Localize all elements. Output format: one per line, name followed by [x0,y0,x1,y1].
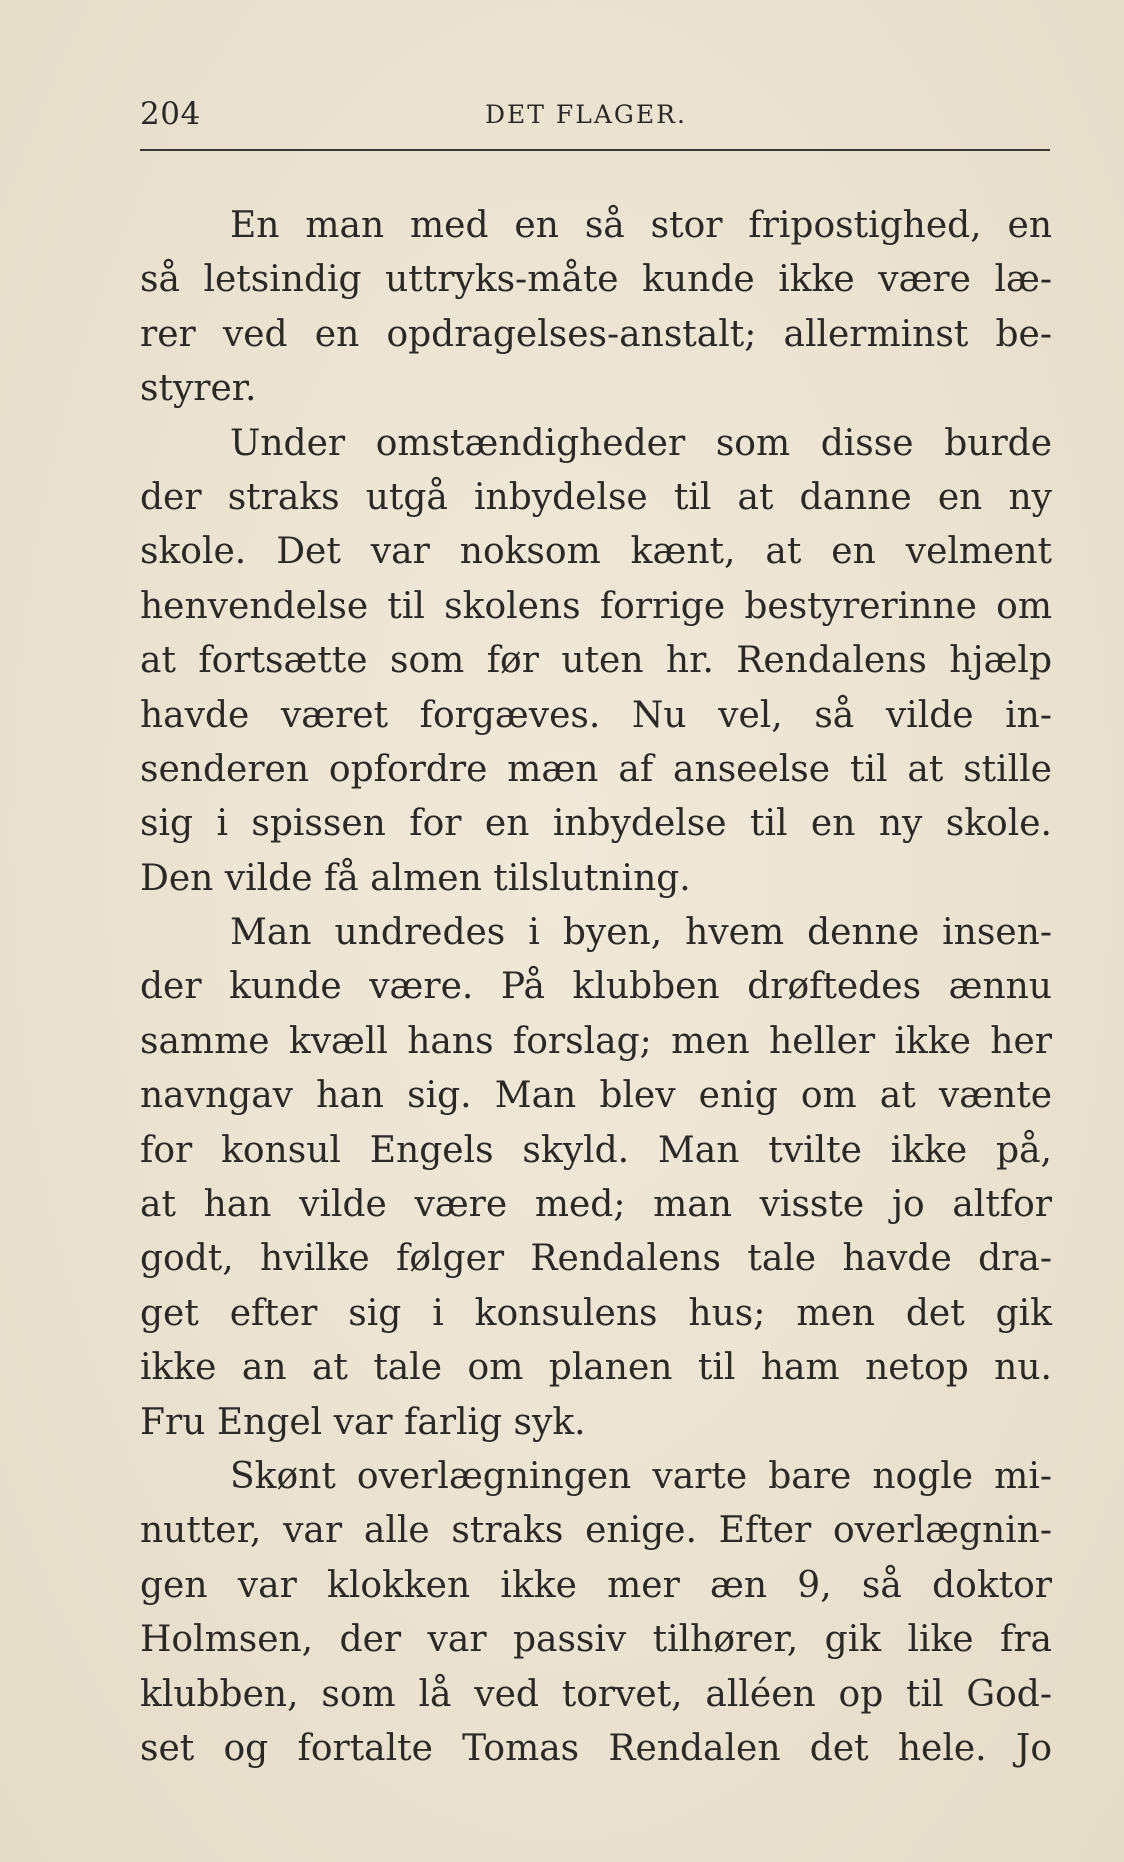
text-line: godt, hvilke følger Rendalens tale havde dra- [140,1238,1052,1280]
text-line: samme kvæll hans forslag; men heller ikke her [140,1020,1052,1062]
text-line: sig i spissen for en inbydelse til en ny skole. [140,803,1052,845]
text-line: En man med en så stor fripostighed, en [230,205,1052,246]
text-line: havde været forgæves. Nu vel, så vilde in- [140,694,1052,736]
running-head [140,96,1050,136]
running-title: DET FLAGER. [485,100,687,129]
text-line: styrer. [140,368,257,410]
text-line: Under omstændigheder som disse burde [230,422,1052,464]
text-line: gen var klokken ikke mer æn 9, så doktor [140,1564,1052,1606]
text-line: senderen opfordre mæn af anseelse til at stille [140,748,1052,790]
text-line: set og fortalte Tomas Rendalen det hele. Jo [140,1727,1052,1769]
header-rule [140,149,1050,151]
text-line: så letsindig uttryks-måte kunde ikke være læ- [140,259,1052,301]
text-line: Holmsen, der var passiv tilhører, gik like fra [140,1619,1052,1661]
text-line: Skønt overlægningen varte bare nogle mi- [230,1455,1052,1497]
text-line: der straks utgå inbydelse til at danne en ny [140,476,1052,518]
text-line: Den vilde få almen tilslutning. [140,857,691,899]
text-line: navngav han sig. Man blev enig om at vænte [140,1075,1052,1117]
text-line: at fortsætte som før uten hr. Rendalens hjælp [140,640,1052,682]
text-line: ikke an at tale om planen til ham netop nu. [140,1347,1052,1389]
text-line: rer ved en opdragelses-anstalt; allerminst be- [140,313,1052,355]
text-line: klubben, som lå ved torvet, alléen op til God- [140,1673,1052,1715]
text-line: henvendelse til skolens forrige bestyrerinne om [140,585,1052,627]
text-line: Fru Engel var farlig syk. [140,1401,586,1443]
text-line: for konsul Engels skyld. Man tvilte ikke på, [140,1129,1052,1171]
body-text [140,199,1052,1776]
text-line: skole. Det var noksom kænt, at en velment [140,531,1052,573]
text-line: der kunde være. På klubben drøftedes ænnu [140,966,1052,1008]
text-line: at han vilde være med; man visste jo altfor [140,1184,1052,1226]
text-line: Man undredes i byen, hvem denne insen- [230,912,1052,954]
page-number: 204 [140,96,201,132]
text-line: get efter sig i konsulens hus; men det gik [140,1292,1052,1334]
text-line: nutter, var alle straks enige. Efter overlægnin- [140,1510,1052,1552]
